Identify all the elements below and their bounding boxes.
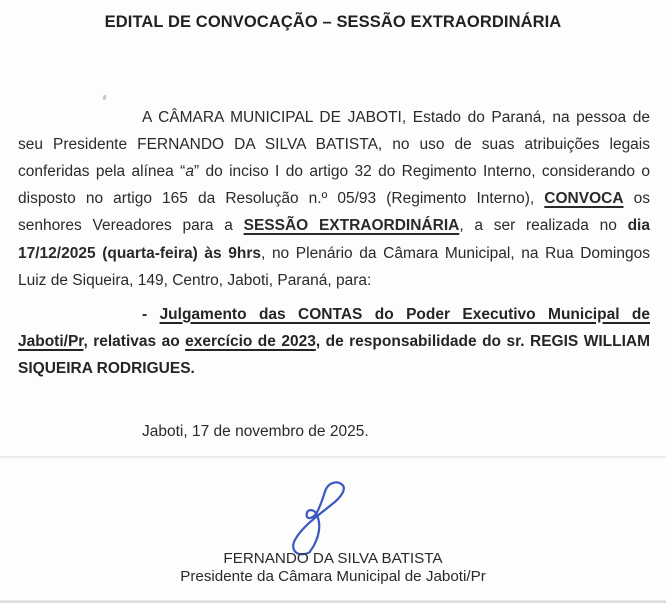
- paragraph-convocation: [18, 104, 650, 294]
- scan-streak: [0, 456, 666, 458]
- signatory-role: Presidente da Câmara Municipal de Jaboti/Pr: [180, 568, 486, 585]
- p1-tail: , no Plenário da Câmara Municipal, na Rua Domingos Luiz de Siqueira, 149, Centro, Jaboti, Paraná, para:: [18, 244, 650, 289]
- p1-session-datetime: dia 17/12/2025 (quarta-feira) às 9hrs: [18, 217, 650, 262]
- p2-tail: , de responsabilidade do sr. REGIS WILLIAM SIQUEIRA RODRIGUES.: [18, 332, 650, 377]
- p1-sessao: SESSÃO EXTRAORDINÁRIA: [243, 217, 460, 235]
- p1-after-a: ” do inciso I do artigo 32 do Regimento Interno, considerando o disposto no artigo 165 da Resolução n.º 05/93 (Regimento Interno),: [18, 162, 650, 208]
- p2-underlined-year: exercício de 2023: [185, 332, 316, 350]
- signature-ink-icon: [280, 479, 368, 561]
- p1-mid2: , a ser realizada no: [459, 217, 628, 235]
- p1-convoca: CONVOCA: [544, 190, 624, 208]
- document-title: EDITAL DE CONVOCAÇÃO – SESSÃO EXTRAORDINÁRIA: [104, 13, 562, 31]
- p2-dash: -: [142, 305, 160, 323]
- signature-stroke: [293, 482, 344, 554]
- p2-underlined-judgment: Julgamento das CONTAS do Poder Executivo Municipal de Jaboti/Pr: [18, 305, 650, 350]
- paragraph-agenda: [18, 301, 650, 383]
- date-line: Jaboti, 17 de novembro de 2025.: [142, 423, 369, 440]
- p1-italic-a: a: [185, 162, 194, 180]
- signatory-name: FERNANDO DA SILVA BATISTA: [223, 550, 443, 567]
- p2-mid: , relativas ao: [83, 332, 186, 350]
- scan-speck: [102, 95, 106, 101]
- p1-lead: A CÂMARA MUNICIPAL DE JABOTI, Estado do Paraná, na pessoa de seu Presidente FERNANDO DA SILVA BATISTA, no uso de suas atribuições legais conferidas pela alínea “: [18, 108, 650, 180]
- p1-mid1: os senhores Vereadores para a: [18, 190, 650, 235]
